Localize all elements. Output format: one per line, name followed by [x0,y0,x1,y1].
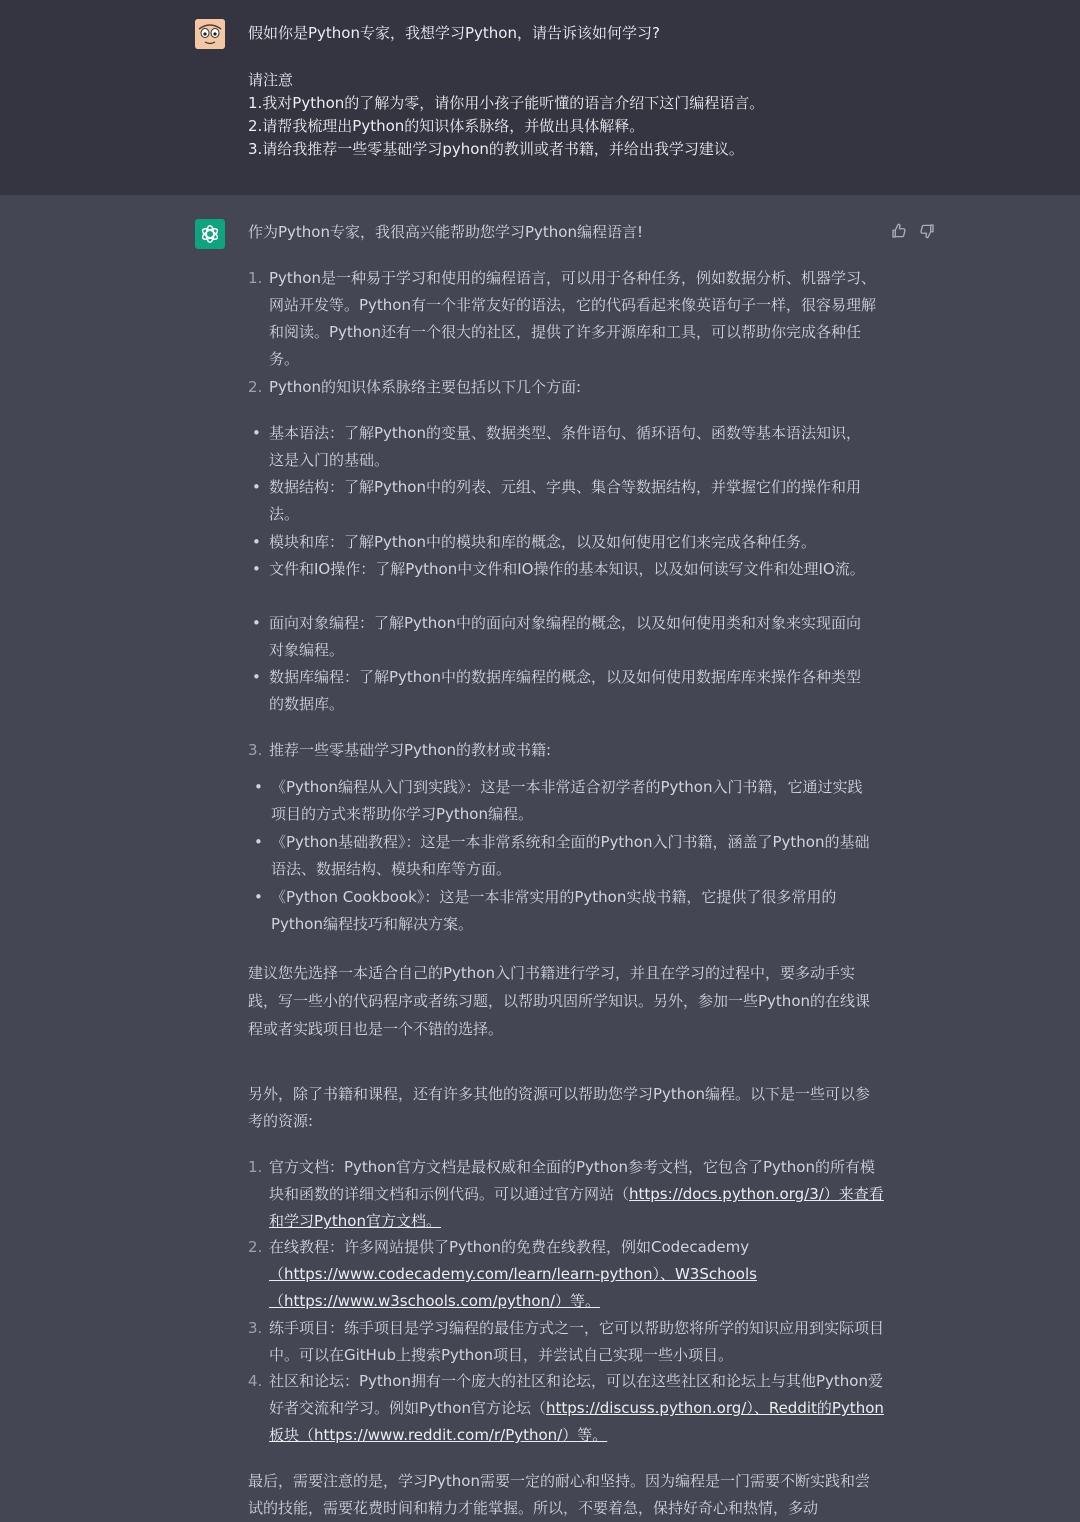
list-number: 4. [248,1372,263,1390]
list-number: 3. [248,1319,263,1337]
list-item-text: 数据库编程：了解Python中的数据库编程的概念，以及如何使用数据库库来操作各种类型的数据库。 [269,668,861,713]
list-item-text: 在线教程：许多网站提供了Python的免费在线教程，例如Codecademy [269,1238,750,1256]
assistant-avatar [195,219,225,249]
resources-intro: 另外，除了书籍和课程，还有许多其他的资源可以帮助您学习Python编程。以下是一些可以参考的资源: [248,1085,870,1130]
list-item-text: 数据结构：了解Python中的列表、元组、字典、集合等数据结构，并掌握它们的操作和用法。 [269,478,861,523]
user-message-text [248,22,888,161]
advice-paragraph: 建议您先选择一本适合自己的Python入门书籍进行学习，并且在学习的过程中，要多动手实践，写一些小的代码程序或者练习题，以帮助巩固所学知识。另外，参加一些Python的在线课程或者实践项目也是一个不错的选择。 [248,964,870,1038]
list-item-text: 面向对象编程：了解Python中的面向对象编程的概念，以及如何使用类和对象来实现面向对象编程。 [269,614,861,659]
list-item-text: 模块和库：了解Python中的模块和库的概念，以及如何使用它们来完成各种任务。 [269,533,816,551]
final-paragraph: 最后，需要注意的是，学习Python需要一定的耐心和坚持。因为编程是一门需要不断实践和尝试的技能，需要花费时间和精力才能掌握。所以，不要着急，保持好奇心和热情，多动 [248,1472,870,1517]
user-line: 3.请给我推荐一些零基础学习pyhon的教训或者书籍，并给出我学习建议。 [248,140,744,158]
user-line: 假如你是Python专家，我想学习Python，请告诉该如何学习? [248,24,660,42]
list-item-text: 《Python编程从入门到实践》：这是一本非常适合初学者的Python入门书籍，它通过实践项目的方式来帮助你学习Python编程。 [271,778,863,823]
list-item-text: 官方文档：Python官方文档是最权威和全面的Python参考文档，它包含了Python的所有模块和函数的详细文档和示例代码。可以通过官方网站（ [269,1158,875,1203]
cartoon-face-icon [195,19,225,49]
list-item-text: 文件和IO操作：了解Python中文件和IO操作的基本知识，以及如何读写文件和处理IO流。 [269,560,865,578]
openai-logo-icon [199,223,221,245]
list-item-text: 推荐一些零基础学习Python的教材或书籍: [269,741,552,759]
list-number: 3. [248,741,263,759]
list-number: 2. [248,378,263,396]
list-number: 2. [248,1238,263,1256]
list-number: 1. [248,1158,263,1176]
user-avatar [195,19,225,49]
list-item-text: 《Python基础教程》：这是一本非常系统和全面的Python入门书籍，涵盖了Python的基础语法、数据结构、模块和库等方面。 [271,833,870,878]
list-item-text: 基本语法：了解Python的变量、数据类型、条件语句、循环语句、函数等基本语法知识，这是入门的基础。 [269,424,861,469]
assistant-intro: 作为Python专家，我很高兴能帮助您学习Python编程语言! [248,223,644,241]
list-item-text: 《Python Cookbook》：这是一本非常实用的Python实战书籍，它提供了很多常用的Python编程技巧和解决方案。 [271,888,837,933]
forum-links[interactable]: https://discuss.python.org/）、Reddit的Python板块（https://www.reddit.com/r/Python/）等。 [269,1399,884,1444]
user-line: 请注意 [248,71,294,89]
list-number: 1. [248,269,263,287]
python-docs-link[interactable]: https://docs.python.org/3/）来查看和学习Python官方文档。 [269,1185,884,1230]
user-line: 2.请帮我梳理出Python的知识体系脉络，并做出具体解释。 [248,117,645,135]
list-item-text: Python的知识体系脉络主要包括以下几个方面: [269,378,582,396]
list-item-text: Python是一种易于学习和使用的编程语言，可以用于各种任务，例如数据分析、机器学习、网站开发等。Python有一个非常友好的语法，它的代码看起来像英语句子一样，很容易理解和阅读。Python还有一个很大的社区，提供了许多开源库和工具，可以帮助你完成各种任务。 [269,269,876,368]
list-item-text: 社区和论坛：Python拥有一个庞大的社区和论坛，可以在这些社区和论坛上与其他Python爱好者交流和学习。例如Python官方论坛（ [269,1372,883,1417]
user-line: 1.我对Python的了解为零，请你用小孩子能听懂的语言介绍下这门编程语言。 [248,94,765,112]
list-item-text: 练手项目：练手项目是学习编程的最佳方式之一，它可以帮助您将所学的知识应用到实际项目中。可以在GitHub上搜索Python项目，并尝试自己实现一些小项目。 [269,1319,885,1364]
thumbs-down-icon[interactable] [918,222,936,240]
tutorial-links[interactable]: （https://www.codecademy.com/learn/learn-python）、W3Schools（https://www.w3schools.com/python/）等。 [269,1265,757,1310]
